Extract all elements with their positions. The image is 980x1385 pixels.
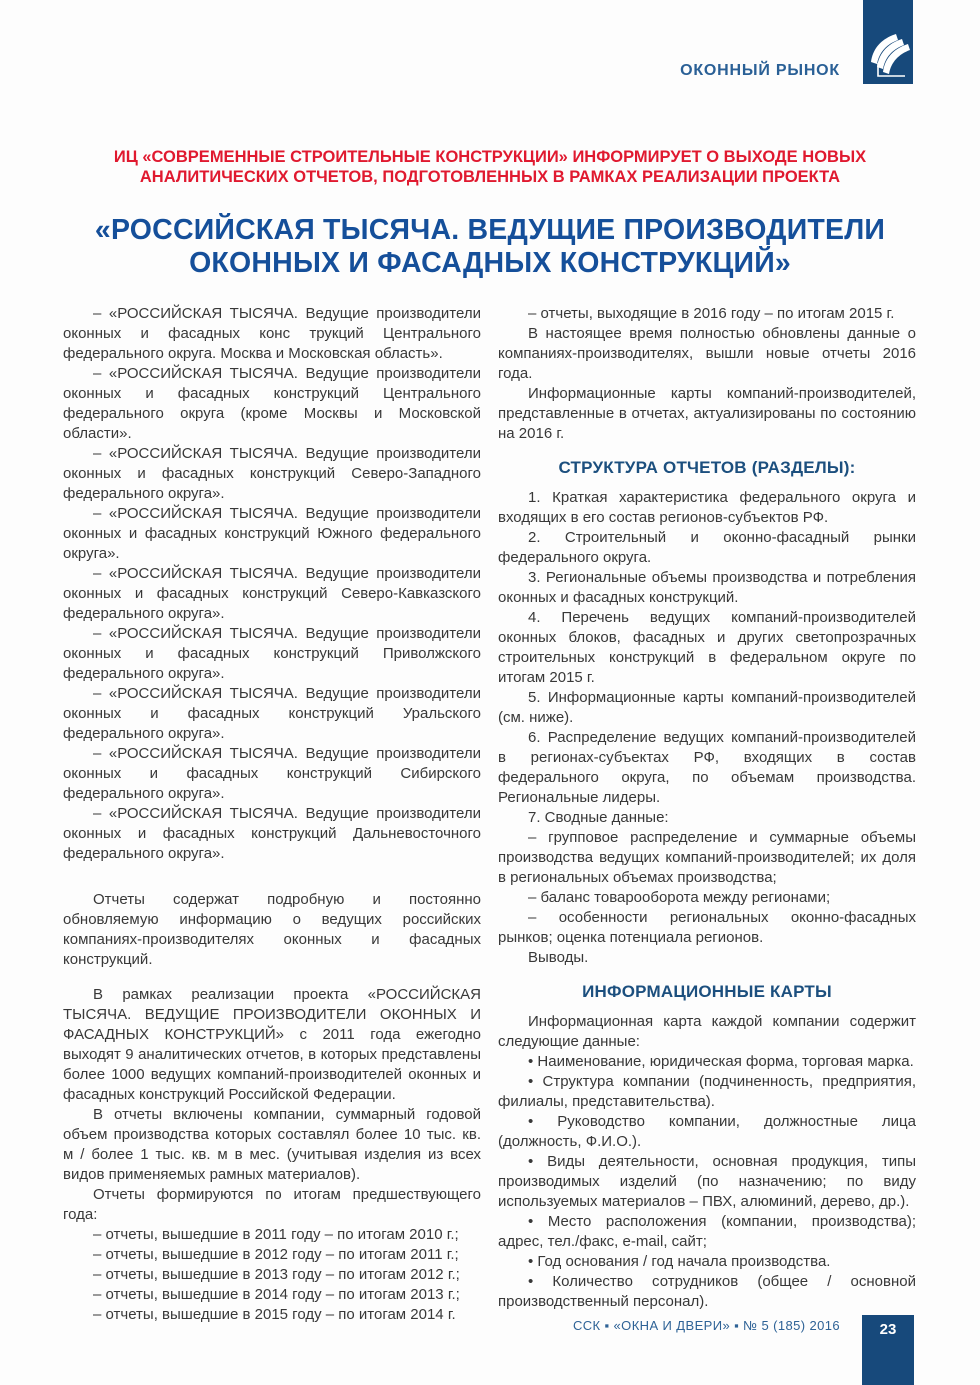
body-paragraph: В отчеты включены компании, суммарный годовой объем производства которых составлял более 10 тыс. кв. м / более 1 тыс. кв. м в мес. (учитывая изделия из всех видов применяемых рамных материалов). <box>63 1106 481 1183</box>
report-list-item: – «РОССИЙСКАЯ ТЫСЯЧА. Ведущие производители оконных и фасадных конструкций Сибирского федерального округа». <box>63 745 481 802</box>
bullet-item: • Наименование, юридическая форма, торговая марка. <box>528 1053 914 1070</box>
journal-footer-line: ССК ▪ «ОКНА И ДВЕРИ» ▪ № 5 (185) 2016 <box>572 1318 840 1333</box>
bullet-item: • Руководство компании, должностные лица (должность, Ф.И.О.). <box>498 1113 916 1150</box>
report-list-item: – «РОССИЙСКАЯ ТЫСЯЧА. Ведущие производители оконных и фасадных конс трукций Центрального федерального округа. Москва и Московская область». <box>63 305 481 362</box>
year-report-item: – отчеты, вышедшие в 2013 году – по итогам 2012 г.; <box>93 1266 460 1283</box>
bullet-item: • Год основания / год начала производства. <box>528 1253 831 1270</box>
bullet-item: • Место расположения (компании, производства); адрес, тел./факс, e-mail, сайт; <box>498 1213 916 1250</box>
body-paragraph: В рамках реализации проекта «РОССИЙСКАЯ ТЫСЯЧА. ВЕДУЩИЕ ПРОИЗВОДИТЕЛИ ОКОННЫХ И ФАСАДНЫХ КОНСТРУКЦИЙ» с 2011 года ежегодно выходят 9 аналитических отчетов, в которых представлены более 1000 ведущих компаний-производителей оконных и фасадных конструкций Российской Федерации. <box>63 986 481 1103</box>
summary-sub-item: – групповое распределение и суммарные объемы производства ведущих компаний-производителей; их доля в региональных объемах производства; <box>498 829 916 886</box>
summary-sub-item: – баланс товарооборота между регионами; <box>528 889 831 906</box>
report-list-item: – «РОССИЙСКАЯ ТЫСЯЧА. Ведущие производители оконных и фасадных конструкций Северо-Кавказского федерального округа». <box>63 565 481 622</box>
section-subheading-cards: ИНФОРМАЦИОННЫЕ КАРТЫ <box>582 982 832 1001</box>
bullet-item: • Виды деятельности, основная продукция, типы производимых изделий (по назначению; по виду используемых материалов – ПВХ, алюминий, дерево, др.). <box>498 1153 916 1210</box>
section-subheading-structure: СТРУКТУРА ОТЧЕТОВ (РАЗДЕЛЫ): <box>558 458 856 477</box>
numbered-item: 5. Информационные карты компаний-производителей (см. ниже). <box>498 689 916 726</box>
year-report-item: – отчеты, вышедшие в 2011 году – по итогам 2010 г.; <box>93 1226 459 1243</box>
numbered-item: 7. Сводные данные: <box>528 809 669 826</box>
conclusions-text: Выводы. <box>528 949 589 966</box>
page-number: 23 <box>879 1321 897 1338</box>
body-paragraph: Информационные карты компаний-производителей, представленные в отчетах, актуализированы по состоянию на 2016 г. <box>498 385 916 442</box>
page-number-badge <box>862 1315 914 1385</box>
report-list-item: – «РОССИЙСКАЯ ТЫСЯЧА. Ведущие производители оконных и фасадных конструкций Дальневосточного федерального округа». <box>63 805 481 862</box>
report-list-item: – «РОССИЙСКАЯ ТЫСЯЧА. Ведущие производители оконных и фасадных конструкций Центрального федерального округа (кроме Москвы и Московской области». <box>63 365 481 442</box>
article-body <box>63 304 916 1325</box>
article-title: «РОССИЙСКАЯ ТЫСЯЧА. ВЕДУЩИЕ ПРОИЗВОДИТЕЛИ ОКОННЫХ И ФАСАДНЫХ КОНСТРУКЦИЙ» <box>94 214 886 279</box>
numbered-item: 4. Перечень ведущих компаний-производителей оконных блоков, фасадных и других светопрозрачных строительных конструкций в федеральном округе по итогам 2015 г. <box>498 609 916 686</box>
numbered-item: 6. Распределение ведущих компаний-производителей в регионах-субъектах РФ, входящих в состав федерального округа, по объемам производства. Региональные лидеры. <box>498 729 916 806</box>
year-report-item: – отчеты, выходящие в 2016 году – по итогам 2015 г. <box>528 305 895 322</box>
year-report-item: – отчеты, вышедшие в 2012 году – по итогам 2011 г.; <box>93 1246 459 1263</box>
report-list-item: – «РОССИЙСКАЯ ТЫСЯЧА. Ведущие производители оконных и фасадных конструкций Уральского федерального округа». <box>63 685 481 742</box>
left-column <box>63 304 481 1325</box>
section-label: ОКОННЫЙ РЫНОК <box>680 62 840 79</box>
body-paragraph: В настоящее время полностью обновлены данные о компаниях-производителях, вышли новые отчеты 2016 года. <box>498 325 916 382</box>
report-list-item: – «РОССИЙСКАЯ ТЫСЯЧА. Ведущие производители оконных и фасадных конструкций Южного федерального округа». <box>63 505 481 562</box>
summary-sub-item: – особенности региональных оконно-фасадных рынков; оценка потенциала регионов. <box>498 909 916 946</box>
right-column <box>498 304 916 1325</box>
year-report-item: – отчеты, вышедшие в 2015 году – по итогам 2014 г. <box>93 1306 456 1323</box>
numbered-item: 2. Строительный и оконно-фасадный рынки федерального округа. <box>498 529 916 566</box>
report-list-item: – «РОССИЙСКАЯ ТЫСЯЧА. Ведущие производители оконных и фасадных конструкций Приволжского федерального округа». <box>63 625 481 682</box>
bullet-item: • Структура компании (подчиненность, предприятия, филиалы, представительства). <box>498 1073 916 1110</box>
publisher-logo-icon <box>863 0 913 84</box>
kicker-text: ИЦ «СОВРЕМЕННЫЕ СТРОИТЕЛЬНЫЕ КОНСТРУКЦИИ» ИНФОРМИРУЕТ О ВЫХОДЕ НОВЫХ АНАЛИТИЧЕСКИХ ОТЧЕТОВ, ПОДГОТОВЛЕННЫХ В РАМКАХ РЕАЛИЗАЦИИ ПРОЕКТА <box>113 148 867 186</box>
numbered-item: 3. Региональные объемы производства и потребления оконных и фасадных конструкций. <box>498 569 916 606</box>
year-report-item: – отчеты, вышедшие в 2014 году – по итогам 2013 г.; <box>93 1286 460 1303</box>
bullet-item: • Количество сотрудников (общее / основной производственный персонал). <box>498 1273 916 1310</box>
body-paragraph: Отчеты содержат подробную и постоянно обновляемую информацию о ведущих российских компаниях-производителях оконных и фасадных конструкций. <box>63 891 481 968</box>
body-paragraph: Отчеты формируются по итогам предшествующего года: <box>63 1186 481 1223</box>
report-list-item: – «РОССИЙСКАЯ ТЫСЯЧА. Ведущие производители оконных и фасадных конструкций Северо-Западного федерального округа». <box>63 445 481 502</box>
numbered-item: 1. Краткая характеристика федерального округа и входящих в его состав регионов-субъектов РФ. <box>498 489 916 526</box>
body-paragraph: Информационная карта каждой компании содержит следующие данные: <box>498 1013 916 1050</box>
